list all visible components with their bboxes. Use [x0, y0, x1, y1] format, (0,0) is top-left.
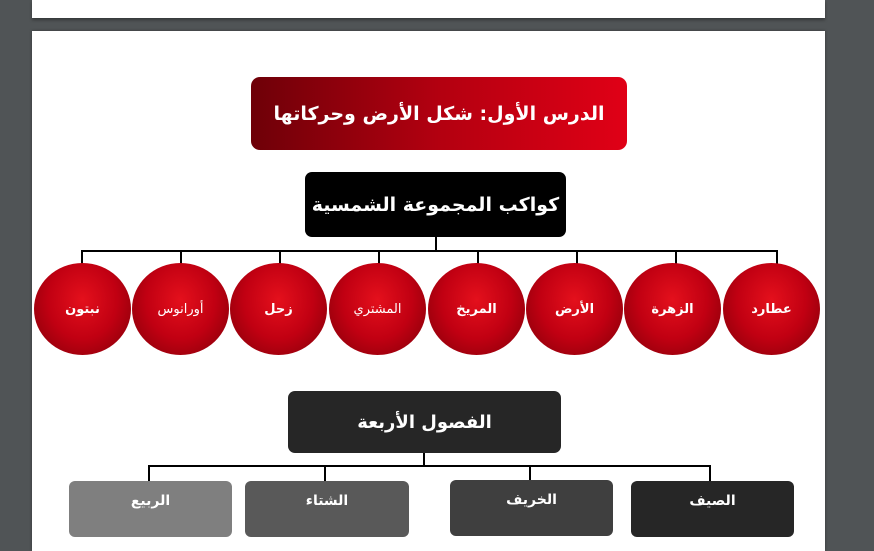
planet-label: نبتون: [65, 301, 100, 317]
season-autumn: [450, 480, 613, 536]
planet-uranus: [132, 263, 229, 355]
connector-planets-stem: [435, 237, 437, 251]
planet-label: المريخ: [456, 301, 497, 317]
lesson-title: [251, 77, 627, 150]
planet-saturn: [230, 263, 327, 355]
connector-seasons-bar: [148, 465, 711, 467]
seasons-heading-text: الفصول الأربعة: [357, 411, 492, 433]
seasons-heading-box: [288, 391, 561, 453]
season-summer: [631, 481, 794, 537]
planets-heading-text: كواكب المجموعة الشمسية: [311, 193, 560, 216]
planet-jupiter: [329, 263, 426, 355]
planets-heading-box: [305, 172, 566, 237]
season-label: الشتاء: [305, 493, 349, 509]
planet-mercury: [723, 263, 820, 355]
planet-neptune: [34, 263, 131, 355]
season-winter: [245, 481, 409, 537]
planet-label: عطارد: [751, 301, 792, 317]
document-page: [32, 31, 825, 551]
planet-label: زحل: [264, 301, 293, 317]
planet-label: المشتري: [353, 301, 402, 317]
planet-label: الزهرة: [651, 301, 694, 317]
lesson-title-text: الدرس الأول: شكل الأرض وحركاتها: [273, 102, 605, 125]
planet-label: الأرض: [554, 301, 595, 317]
season-label: الربيع: [130, 493, 171, 509]
planet-earth: [526, 263, 623, 355]
planet-venus: [624, 263, 721, 355]
season-label: الخريف: [506, 492, 557, 508]
season-label: الصيف: [689, 493, 736, 509]
season-spring: [69, 481, 232, 537]
planet-mars: [428, 263, 525, 355]
planet-label: أورانوس: [157, 301, 204, 317]
connector-planets-bar: [81, 250, 778, 252]
previous-page-bottom: [32, 0, 825, 18]
